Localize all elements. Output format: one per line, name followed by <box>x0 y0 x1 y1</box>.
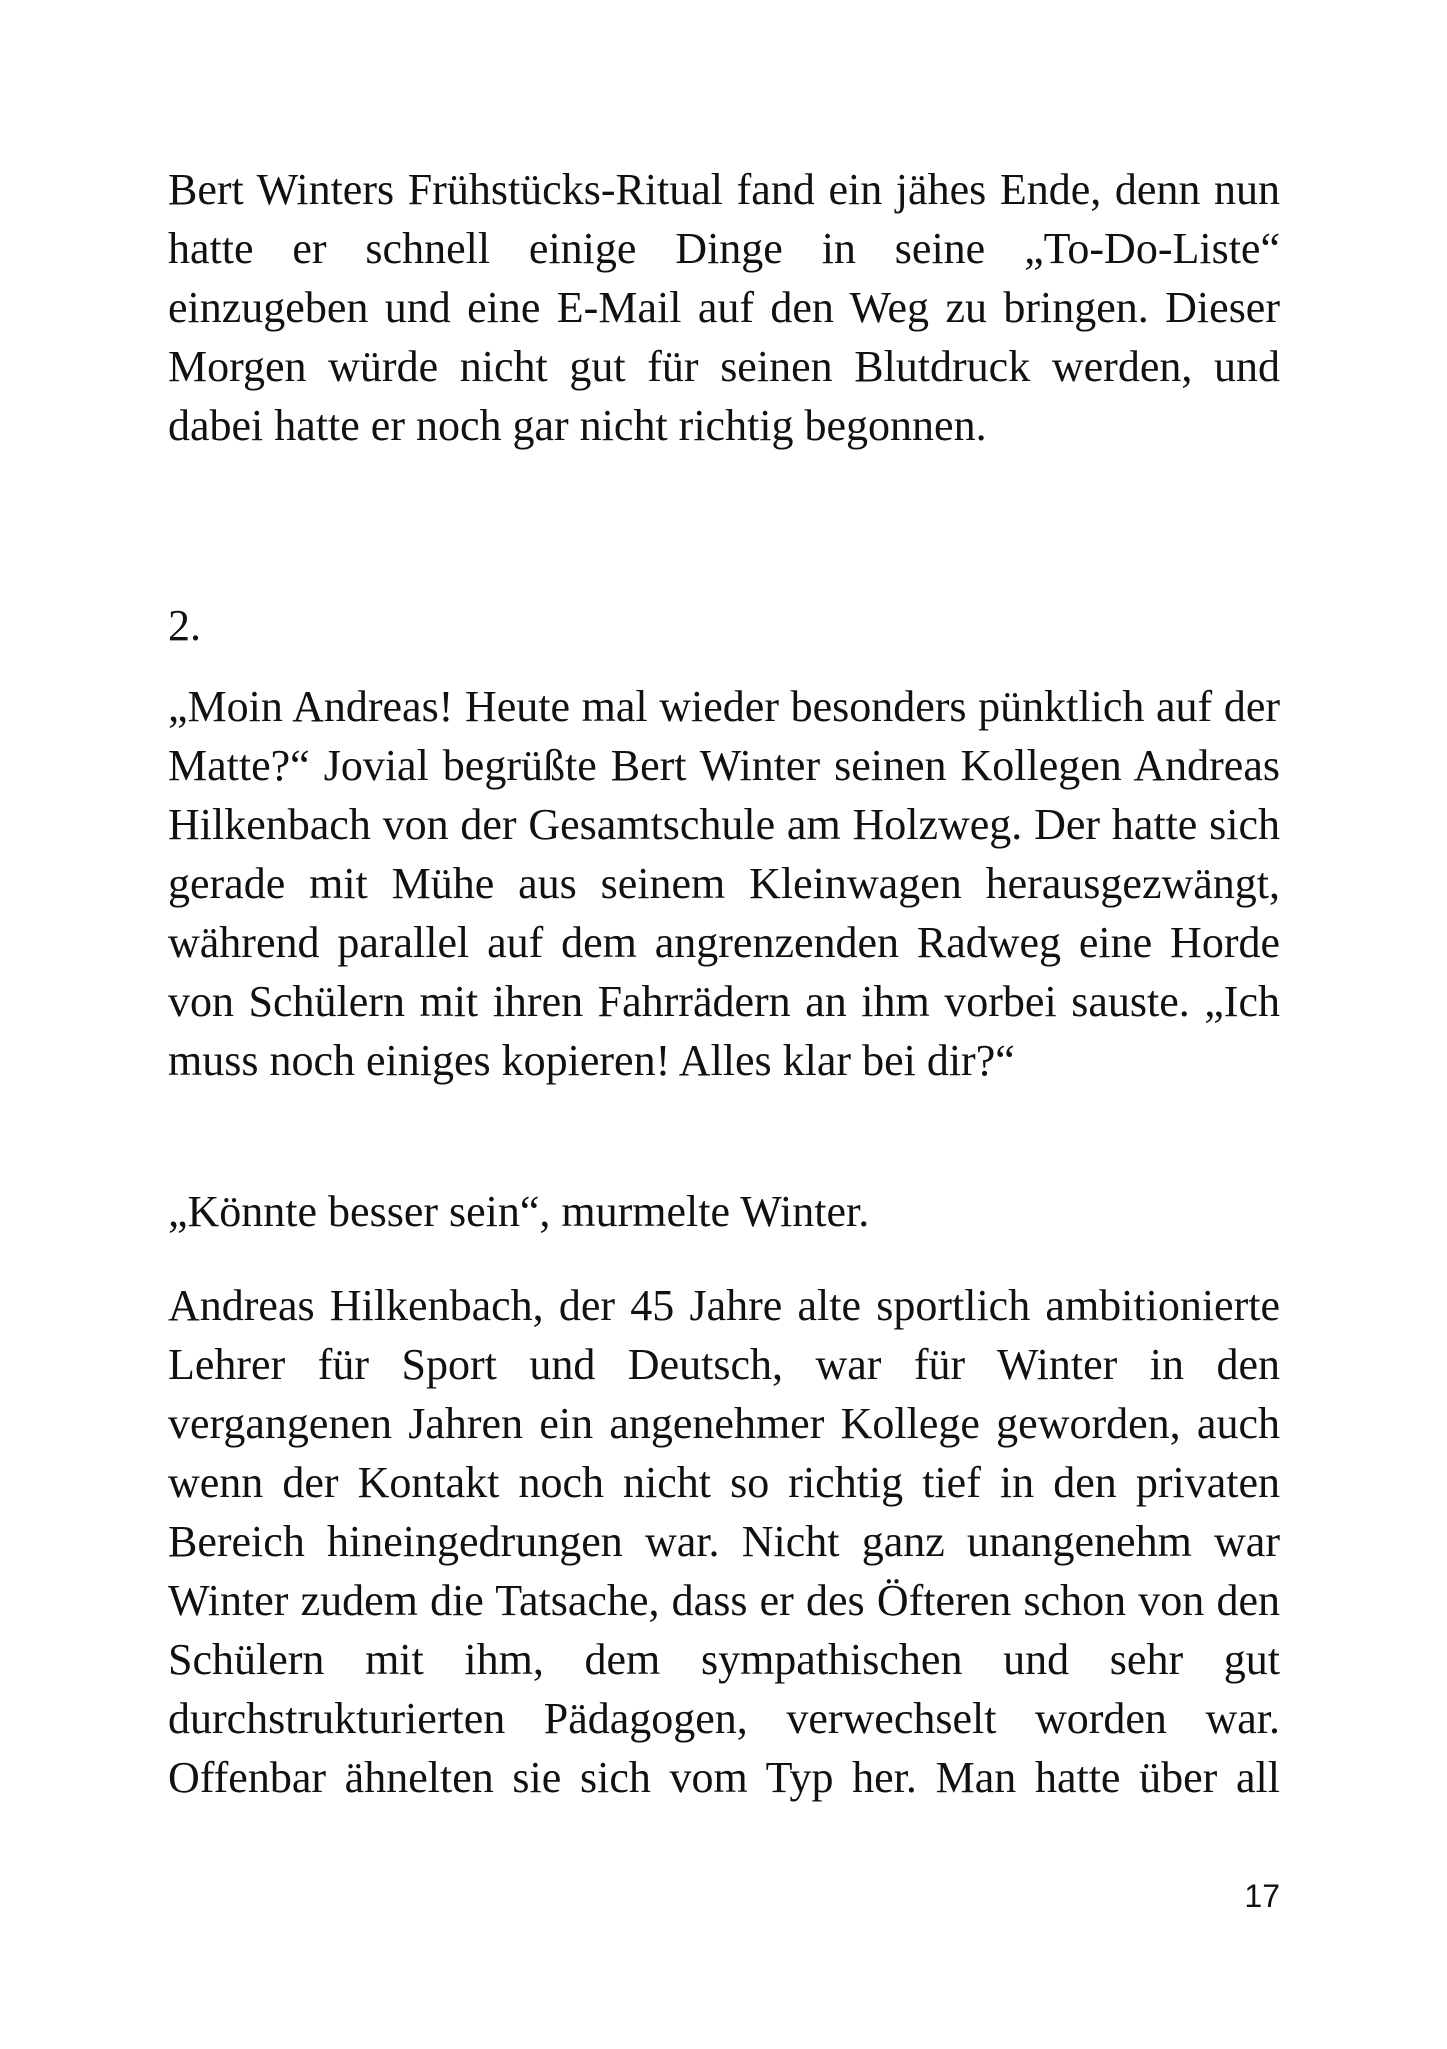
paragraph-greeting: „Moin Andreas! Heute mal wieder besonders pünktlich auf der Matte?“ Jovial begrüßte Bert Winter seinen Kollegen Andreas Hilkenbach von der Gesamtschule am Holzweg. Der hatte sich gerade mit Mühe aus seinem Kleinwagen herausgezwängt, während parallel auf dem angrenzenden Radweg eine Horde von Schülern mit ihren Fahrrädern an ihm vorbei sauste. „Ich muss noch einiges kopieren! Alles klar bei dir?“ <box>168 682 1280 1085</box>
paragraph-colleague-description: Andreas Hilkenbach, der 45 Jahre alte sportlich ambitionierte Lehrer für Sport und Deutsch, war für Winter in den vergangenen Jahren ein angenehmer Kollege geworden, auch wenn der Kontakt noch nicht so richtig tief in den privaten Bereich hineingedrungen war. Nicht ganz unangenehm war Winter zudem die Tatsache, dass er des Öfteren schon von den Schülern mit ihm, dem sympathischen und sehr gut durchstrukturierten Pädagogen, verwechselt worden war. Offenbar ähnelten sie sich vom Typ her. Man hatte über all <box>168 1281 1280 1802</box>
paragraph-breakfast-ritual: Bert Winters Frühstücks-Ritual fand ein jähes Ende, denn nun hatte er schnell einige Dinge in seine „To-Do-Liste“ einzugeben und eine E-Mail auf den Weg zu bringen. Dieser Morgen würde nicht gut für seinen Blutdruck werden, und dabei hatte er noch gar nicht richtig begonnen. <box>168 165 1280 450</box>
chapter-number: 2. <box>168 601 201 650</box>
page-number: 17 <box>1244 1878 1280 1914</box>
paragraph-reply: „Könnte besser sein“, murmelte Winter. <box>168 1187 870 1236</box>
